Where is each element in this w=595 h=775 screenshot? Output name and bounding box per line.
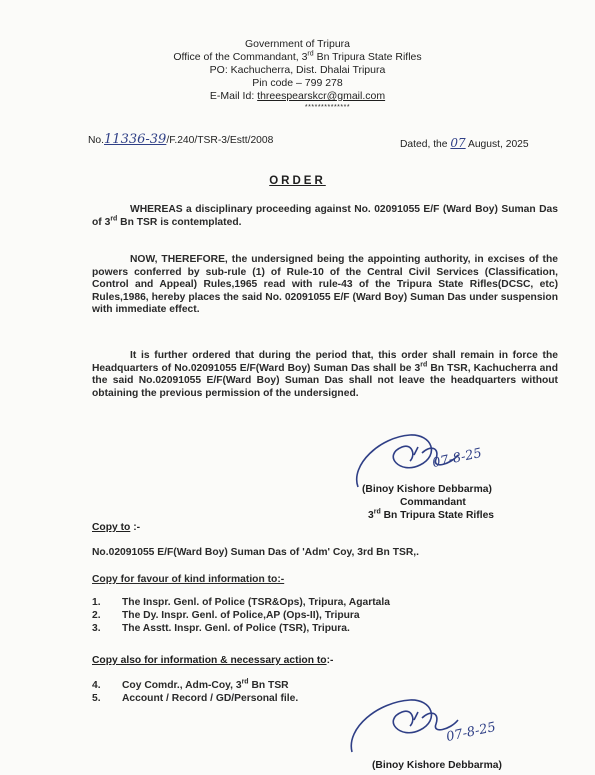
paragraph-further-ordered: It is further ordered that during the period that, this order shall remain in force the Headquarters of No.02091055 E/F(Ward Boy) Suman Das shall be 3rd Bn TSR, Kachucherra and the said No.02091055 E/F(Ward Boy) Suman Das shall not leave the headquarters without obtaining the previous permission of the undersigned. [92, 350, 558, 399]
copy-action-heading: Copy also for information & necessary action to:- [92, 655, 334, 666]
handwritten-order-number: 11336-39 [104, 132, 167, 147]
letterhead-government: Government of Tripura [244, 38, 351, 50]
signatory-designation: Commandant [400, 497, 466, 508]
copy-favour-list [92, 597, 390, 635]
email-underline-stars: ************** [304, 104, 351, 111]
copy-favour-heading: Copy for favour of kind information to:- [92, 574, 285, 585]
letterhead-address: PO: Kachucherra, Dist. Dhalai Tripura [209, 64, 386, 76]
order-number: No.11336-39/F.240/TSR-3/Estt/2008 [88, 132, 274, 147]
letterhead-pincode: Pin code – 799 278 [252, 77, 343, 89]
copy-to-heading: Copy to :- [92, 522, 141, 533]
paragraph-now-therefore: NOW, THEREFORE, the undersigned being the appointing authority, in excises of the powers conferred by sub-rule (1) of Rule-10 of the Central Civil Services (Classification, Control and Appeal) Rules,1965 read with rule-43 of the Tripura State Rifles(DCSC, etc) Rules,1986, hereby places the said No. 02091055 E/F (Ward Boy) Suman Das under suspension with immediate effect. [92, 254, 558, 316]
signature-mark-2 [340, 690, 480, 760]
signatory-name-2: (Binoy Kishore Debbarma) [372, 760, 502, 771]
signatory-unit: 3rd Bn Tripura State Rifles [368, 508, 495, 521]
signature-date-2: 07-8-25 [444, 719, 498, 746]
list-item: 3. The Asstt. Inspr. Genl. of Police (TSR), Tripura. [92, 622, 350, 634]
document-title: ORDER [269, 175, 326, 187]
list-item: 5. Account / Record / GD/Personal file. [92, 692, 299, 704]
handwritten-date-day: 07 [450, 136, 466, 150]
list-item: 4. Coy Comdr., Adm-Coy, 3rd Bn TSR [92, 678, 289, 691]
copy-to-recipient: No.02091055 E/F(Ward Boy) Suman Das of 'Adm' Coy, 3rd Bn TSR,. [92, 547, 420, 558]
signatory-name: (Binoy Kishore Debbarma) [362, 484, 492, 495]
order-date: Dated, the 07 August, 2025 [400, 136, 529, 150]
signature-date: 07-8-25 [430, 445, 484, 472]
list-item: 1. The Inspr. Genl. of Police (TSR&Ops), Tripura, Agartala [92, 597, 390, 608]
list-item: 2. The Dy. Inspr. Genl. of Police,AP (Ops-II), Tripura [92, 609, 360, 621]
email-link[interactable]: threespearskcr@gmail.com [257, 90, 386, 102]
paragraph-whereas: WHEREAS a disciplinary proceeding against No. 02091055 E/F (Ward Boy) Suman Das of 3rd Bn TSR is contemplated. [92, 204, 558, 228]
letterhead-email: E-Mail Id: threespearskcr@gmail.com [209, 90, 386, 102]
letterhead-office: Office of the Commandant, 3rd Bn Tripura State Rifles [173, 50, 422, 63]
copy-action-list [92, 680, 298, 706]
